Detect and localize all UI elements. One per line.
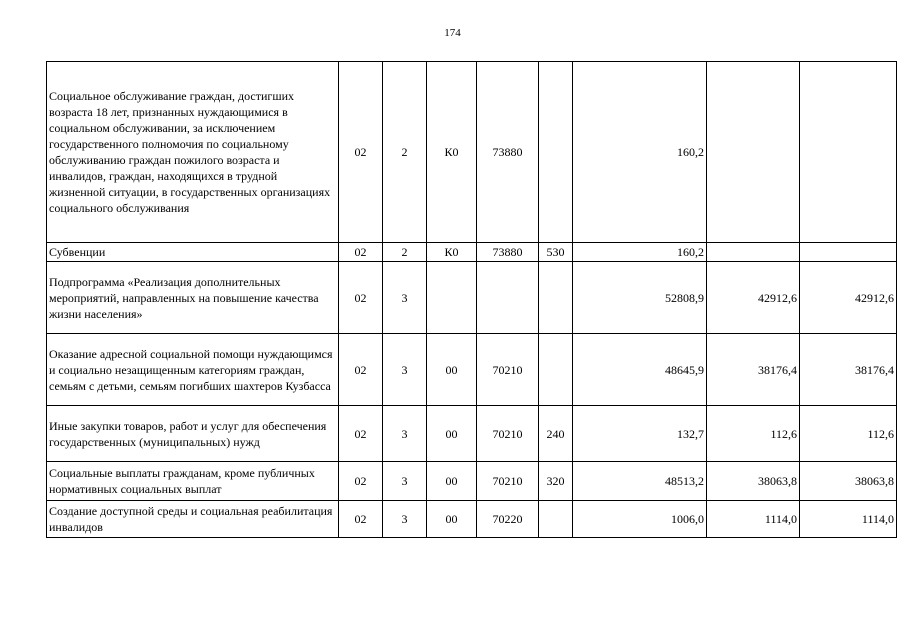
expense-type-code xyxy=(539,262,573,334)
sum-year-3 xyxy=(800,243,897,262)
item-code: 70210 xyxy=(477,462,539,501)
sum-year-3: 42912,6 xyxy=(800,262,897,334)
page-number: 174 xyxy=(444,27,461,39)
sum-year-1: 48513,2 xyxy=(573,462,707,501)
item-code: 70210 xyxy=(477,406,539,462)
sum-year-3: 1114,0 xyxy=(800,501,897,538)
table-row xyxy=(47,62,897,243)
sum-year-1: 160,2 xyxy=(573,243,707,262)
row-name: Подпрограмма «Реализация дополнительных мероприятий, направленных на повышение качества жизни населения» xyxy=(47,262,339,334)
subprogram-code: 3 xyxy=(383,406,427,462)
direction-code: К0 xyxy=(427,62,477,243)
table-row xyxy=(47,406,897,462)
direction-code: 00 xyxy=(427,334,477,406)
direction-code: К0 xyxy=(427,243,477,262)
row-name: Оказание адресной социальной помощи нуждающимся и социально незащищенным категориям граждан, семьям с детьми, семьям погибших шахтеров Кузбасса xyxy=(47,334,339,406)
sum-year-1: 52808,9 xyxy=(573,262,707,334)
subprogram-code: 2 xyxy=(383,62,427,243)
program-code: 02 xyxy=(339,262,383,334)
expense-type-code: 530 xyxy=(539,243,573,262)
item-code: 70210 xyxy=(477,334,539,406)
program-code: 02 xyxy=(339,62,383,243)
expense-type-code: 240 xyxy=(539,406,573,462)
sum-year-1: 160,2 xyxy=(573,62,707,243)
expense-type-code xyxy=(539,501,573,538)
direction-code: 00 xyxy=(427,406,477,462)
table-row xyxy=(47,334,897,406)
table-row xyxy=(47,501,897,538)
sum-year-2: 112,6 xyxy=(707,406,800,462)
sum-year-2 xyxy=(707,62,800,243)
budget-table xyxy=(46,61,897,538)
row-name: Социальные выплаты гражданам, кроме публичных нормативных социальных выплат xyxy=(47,462,339,501)
sum-year-2: 38176,4 xyxy=(707,334,800,406)
direction-code xyxy=(427,262,477,334)
table-row xyxy=(47,262,897,334)
sum-year-1: 1006,0 xyxy=(573,501,707,538)
expense-type-code xyxy=(539,334,573,406)
row-name: Иные закупки товаров, работ и услуг для обеспечения государственных (муниципальных) нужд xyxy=(47,406,339,462)
program-code: 02 xyxy=(339,406,383,462)
sum-year-1: 132,7 xyxy=(573,406,707,462)
subprogram-code: 3 xyxy=(383,334,427,406)
sum-year-3: 112,6 xyxy=(800,406,897,462)
sum-year-2: 42912,6 xyxy=(707,262,800,334)
subprogram-code: 3 xyxy=(383,501,427,538)
program-code: 02 xyxy=(339,501,383,538)
subprogram-code: 2 xyxy=(383,243,427,262)
item-code xyxy=(477,262,539,334)
expense-type-code xyxy=(539,62,573,243)
expense-type-code: 320 xyxy=(539,462,573,501)
table-row xyxy=(47,462,897,501)
sum-year-3 xyxy=(800,62,897,243)
sum-year-2 xyxy=(707,243,800,262)
row-name: Социальное обслуживание граждан, достигших возраста 18 лет, признанных нуждающимися в социальном обслуживании, за исключением государственного полномочия по социальному обслуживанию граждан пожилого возраста и инвалидов, граждан, находящихся в трудной жизненной ситуации, в государственных организациях социального обслуживания xyxy=(47,62,339,243)
table-row xyxy=(47,243,897,262)
item-code: 73880 xyxy=(477,62,539,243)
program-code: 02 xyxy=(339,462,383,501)
program-code: 02 xyxy=(339,243,383,262)
program-code: 02 xyxy=(339,334,383,406)
subprogram-code: 3 xyxy=(383,462,427,501)
sum-year-3: 38176,4 xyxy=(800,334,897,406)
row-name: Субвенции xyxy=(47,243,339,262)
row-name: Создание доступной среды и социальная реабилитация инвалидов xyxy=(47,501,339,538)
direction-code: 00 xyxy=(427,501,477,538)
item-code: 73880 xyxy=(477,243,539,262)
item-code: 70220 xyxy=(477,501,539,538)
direction-code: 00 xyxy=(427,462,477,501)
sum-year-2: 38063,8 xyxy=(707,462,800,501)
sum-year-1: 48645,9 xyxy=(573,334,707,406)
sum-year-2: 1114,0 xyxy=(707,501,800,538)
sum-year-3: 38063,8 xyxy=(800,462,897,501)
subprogram-code: 3 xyxy=(383,262,427,334)
